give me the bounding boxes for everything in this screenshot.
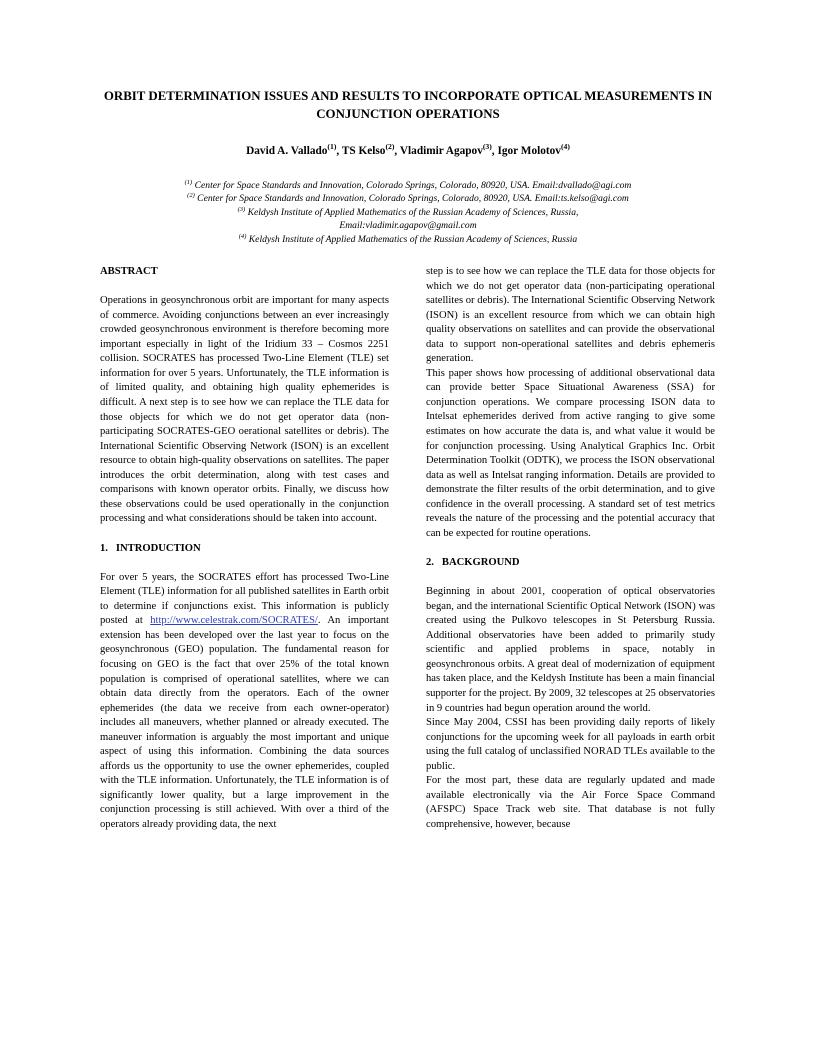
abstract-heading: ABSTRACT: [100, 266, 158, 277]
affiliation-text-3: Keldysh Institute of Applied Mathematics of the Russian Academy of Sciences, Russia,: [247, 206, 579, 218]
paper-overview-paragraph: This paper shows how processing of additional observational data can provide better Space Situational Awareness (SSA) for conjunction operations. We compare processing ISON data to Intelsat ephemerides derived from active ranging to give some estimates on how accurate the data is, and what value it would be for conjunction processing. Using Analytical Graphics Inc. Orbit Determination Toolkit (ODTK), we process the ISON observational data as well as Intelsat ranging information. Details are provided to demonstrate the filter results of the orbit determination, and to give confidence in the overall processing. A standard set of test metrics reveals the nature of the processing and the potential accuracy that can be expected for routine operations.: [426, 367, 715, 539]
affiliation-1: [100, 179, 716, 192]
page-title: ORBIT DETERMINATION ISSUES AND RESULTS TO INCORPORATE OPTICAL MEASUREMENTS IN CONJUNCTION OPERATIONS: [103, 89, 713, 121]
author-name-3: Vladimir Agapov: [399, 145, 483, 157]
introduction-paragraph: [100, 571, 389, 833]
section-heading-background: 2. BACKGROUND: [426, 556, 520, 568]
affiliation-text-2: Center for Space Standards and Innovation, Colorado Springs, Colorado, 80920, USA. Email:ts.kelso@agi.com: [197, 193, 629, 205]
background-paragraph-2: Since May 2004, CSSI has been providing daily reports of likely conjunctions for the upcoming week for all payloads in earth orbit using the full catalog of unclassified NORAD TLEs available to the public.: [426, 717, 715, 772]
affiliation-list: [100, 159, 716, 246]
affiliation-marker-4: (4): [238, 232, 247, 240]
affiliation-text-4: Keldysh Institute of Applied Mathematics of the Russian Academy of Sciences, Russia: [248, 233, 578, 245]
affiliation-marker-1: (1): [184, 178, 193, 186]
celestrak-socrates-link[interactable]: http://www.celestrak.com/SOCRATES/: [150, 615, 318, 627]
author-marker-3: (3): [482, 142, 492, 152]
introduction-text-after-link: . An important extension has been developed over the last year to focus on the geosynchronous (GEO) population. The fundamental reason for focusing on GEO is the fact that over 25% of the total known population is comprised of operational satellites, where we can obtain data directly from the operators. Each of the owner ephemerides (the data we receive from each owner-operator) includes all maneuvers, whether planned or already executed. The maneuver information is arguably the most important and unique aspect of using this information. Combining the data sources affords us the opportunity to use the owner ephemerides, coupled with the TLE information. Unfortunately, the TLE information is of significantly lower quality, but a large improvement in the conjunction processing is still achieved. With over a third of the operators already providing data, the next: [100, 615, 389, 831]
author-name-4: Igor Molotov: [497, 145, 561, 157]
affiliation-email-3: Email:vladimir.agapov@gmail.com: [339, 220, 477, 232]
background-paragraph-1: Beginning in about 2001, cooperation of optical observatories began, and the international Scientific Optical Network (ISON) was created using the Pulkovo telescopes in St Petersburg Russia. Additional observatories have been added to primarily study scientific and applied problems in space, notably in geosynchronous orbits. A great deal of modernization of equipment has taken place, and the Keldysh Institute has been a main financial supporter for the project. By 2009, 32 telescopes at 25 observatories in 9 countries had begun operation around the world.: [426, 586, 715, 714]
author-marker-1: (1): [327, 142, 337, 152]
body-columns: [100, 265, 716, 945]
affiliation-text-1: Center for Space Standards and Innovation, Colorado Springs, Colorado, 80920, USA. Email:dvallado@agi.com: [194, 180, 632, 191]
affiliation-marker-3: (3): [237, 205, 246, 213]
affiliation-2: [100, 192, 716, 205]
author-name-2: TS Kelso: [341, 145, 386, 157]
column-right: [426, 265, 715, 832]
author-name-1: David A. Vallado: [246, 145, 328, 157]
background-paragraph-3: For the most part, these data are regularly updated and made available electronically via the Air Force Space Command (AFSPC) Space Track web site. That database is not fully comprehensive, however, because: [426, 775, 715, 830]
abstract-paragraph: Operations in geosynchronous orbit are important for many aspects of commerce. Avoiding conjunctions between an ever increasingly crowded geosynchronous environment is therefore becoming more important especially in light of the Iridium 33 – Cosmos 2251 collision. SOCRATES has processed Two-Line Element (TLE) set information for over 5 years. Unfortunately, the TLE information is of limited quality, and obtaining high quality ephemerides is difficult. A next step is to see how we can replace the TLE data for those objects for which we do not get operator data (non-participating SOCRATES-GEO oerational satellites or debris). The International Scientific Observing Network (ISON) is an excellent resource to obtain high-quality observations on satellites. The paper introduces the orbit determination, along with test cases and comparisons with known operator orbits. Finally, we discuss how these observations could be used operationally in the conjunction processing and what considerations should be taken into account.: [100, 295, 389, 525]
author-marker-4: (4): [560, 142, 570, 152]
abstract-continuation-paragraph: step is to see how we can replace the TLE data for those objects for which we do not get operator data (non-participating operational satellites or debris). The International Scientific Observing Network (ISON) is an excellent resource from which we can obtain high quality observations on satellites and can provide the observational data to support non-operational satellites and debris ephemeris generation.: [426, 266, 715, 365]
section-heading-introduction: 1. INTRODUCTION: [100, 542, 201, 554]
author-list: David A. Vallado$^{(1)}$, TS Kelso$^{(2)}$, Vladimir Agapov$^{(3)}$, Igor Molotov$^{(4)}$: [246, 142, 570, 157]
affiliation-3-email: [100, 219, 716, 232]
affiliation-marker-2: (2): [187, 192, 195, 200]
affiliation-4: [100, 233, 716, 246]
paper-masthead: [100, 88, 716, 246]
affiliation-3: [100, 206, 716, 219]
column-left: [100, 265, 389, 833]
introduction-text-before-link: For over 5 years, the SOCRATES effort has processed Two-Line Element (TLE) information for all published satellites in Earth orbit to determine if conjunctions exist. This information is publicly posted at: [100, 571, 389, 627]
author-marker-2: (2): [385, 142, 395, 152]
